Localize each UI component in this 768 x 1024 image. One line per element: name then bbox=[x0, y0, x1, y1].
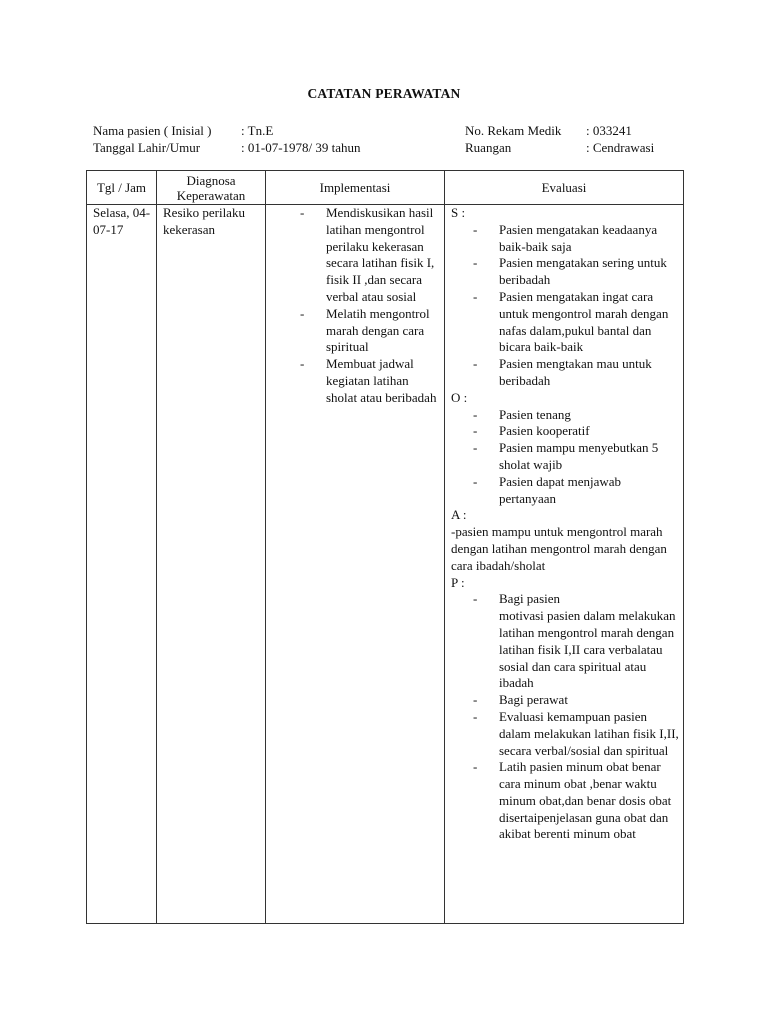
bullet: - bbox=[473, 591, 478, 607]
bullet: - bbox=[300, 205, 305, 220]
room-label: Ruangan bbox=[465, 140, 512, 155]
bullet: - bbox=[473, 708, 478, 724]
plan-item-text: Latih pasien minum obat benar cara minum obat ,benar waktu minum obat,dan benar dosis obat disertaipenjelasan guna obat dan akibat berenti minum obat bbox=[499, 759, 672, 842]
cell-diagnosis bbox=[157, 205, 266, 924]
subjective-item-text: Pasien mengatakan keadaanya baik-baik saja bbox=[499, 221, 658, 254]
objective-list bbox=[451, 407, 679, 508]
list-item bbox=[451, 407, 679, 424]
bullet: - bbox=[473, 288, 478, 304]
subjective-item-text: Pasien mengatakan ingat cara untuk mengontrol marah dengan nafas dalam,pukul bantal dan bicara baik-baik bbox=[499, 288, 669, 355]
col-header-diagnosis: Diagnosa Keperawatan bbox=[157, 171, 266, 205]
list-item bbox=[451, 289, 679, 356]
list-item bbox=[451, 709, 679, 759]
medical-record-value: : 033241 bbox=[586, 123, 632, 138]
table-header-row bbox=[87, 171, 684, 205]
bullet: - bbox=[300, 305, 305, 321]
bullet: - bbox=[473, 473, 478, 489]
assessment-label: A : bbox=[451, 507, 467, 523]
bullet: - bbox=[473, 759, 478, 775]
bullet: - bbox=[473, 356, 478, 372]
objective-item-text: Pasien tenang bbox=[499, 406, 571, 422]
objective-item-text: Pasien dapat menjawab pertanyaan bbox=[499, 473, 622, 506]
plan-label: P : bbox=[451, 574, 465, 590]
col-header-implementation: Implementasi bbox=[266, 171, 445, 205]
list-item bbox=[272, 356, 440, 406]
assessment-text: -pasien mampu untuk mengontrol marah dengan latihan mengontrol marah dengan cara ibadah/sholat bbox=[451, 524, 667, 573]
objective-label: O : bbox=[451, 389, 468, 405]
list-item bbox=[272, 306, 440, 356]
implementation-item-text: Membuat jadwal kegiatan latihan sholat atau beribadah bbox=[326, 356, 437, 405]
list-item bbox=[451, 356, 679, 390]
list-item bbox=[451, 692, 679, 709]
patient-name-label: Nama pasien ( Inisial ) bbox=[93, 123, 212, 138]
implementation-item-text: Melatih mengontrol marah dengan cara spiritual bbox=[326, 305, 430, 355]
objective-item-text: Pasien mampu menyebutkan 5 sholat wajib bbox=[499, 440, 659, 472]
col-header-evaluation: Evaluasi bbox=[445, 171, 684, 205]
bullet: - bbox=[473, 440, 478, 456]
bullet: - bbox=[473, 692, 478, 708]
subjective-item-text: Pasien mengatakan sering untuk beribadah bbox=[499, 255, 667, 288]
col-header-date: Tgl / Jam bbox=[87, 171, 157, 205]
plan-item-text: Bagi pasien bbox=[499, 591, 561, 607]
patient-name-value: : Tn.E bbox=[241, 123, 274, 138]
date-text: Selasa, 04-07-17 bbox=[93, 205, 151, 237]
list-item bbox=[451, 423, 679, 440]
cell-implementation bbox=[266, 205, 445, 924]
medical-record-label: No. Rekam Medik bbox=[465, 123, 562, 138]
bullet: - bbox=[473, 221, 478, 237]
subjective-list bbox=[451, 222, 679, 390]
table-row bbox=[87, 205, 684, 924]
list-item bbox=[451, 759, 679, 843]
cell-evaluation bbox=[445, 205, 684, 924]
implementation-list bbox=[272, 205, 440, 407]
objective-item-text: Pasien kooperatif bbox=[499, 423, 590, 439]
plan-list bbox=[451, 591, 679, 843]
diagnosis-text: Resiko perilaku kekerasan bbox=[163, 205, 245, 237]
room-value: : Cendrawasi bbox=[586, 140, 655, 155]
document-title: CATATAN PERAWATAN bbox=[307, 86, 461, 101]
plan-patient-detail: motivasi pasien dalam melakukan latihan mengontrol marah dengan latihan fisik I,II cara verbalatau sosial dan cara spiritual atau ibadah bbox=[499, 608, 676, 691]
bullet: - bbox=[473, 423, 478, 439]
list-item bbox=[451, 474, 679, 508]
nursing-record-table bbox=[86, 170, 684, 924]
list-item bbox=[451, 591, 679, 692]
cell-date bbox=[87, 205, 157, 924]
implementation-item-text: Mendiskusikan hasil latihan mengontrol perilaku kekerasan secara latihan fisik I, fisik II ,dan secara verbal atau sosial bbox=[326, 205, 435, 304]
list-item bbox=[451, 255, 679, 289]
plan-item-text: Bagi perawat bbox=[499, 692, 568, 708]
list-item bbox=[272, 205, 440, 306]
plan-item-text: Evaluasi kemampuan pasien dalam melakukan latihan fisik I,II, secara verbal/sosial dan spiritual bbox=[499, 708, 679, 758]
birthdate-label: Tanggal Lahir/Umur bbox=[93, 140, 201, 155]
bullet: - bbox=[473, 255, 478, 271]
bullet: - bbox=[300, 356, 305, 372]
list-item bbox=[451, 222, 679, 256]
subjective-item-text: Pasien mengtakan mau untuk beribadah bbox=[499, 356, 652, 388]
subjective-label: S : bbox=[451, 205, 466, 220]
list-item bbox=[451, 440, 679, 474]
bullet: - bbox=[473, 406, 478, 422]
birthdate-value: : 01-07-1978/ 39 tahun bbox=[241, 140, 361, 155]
